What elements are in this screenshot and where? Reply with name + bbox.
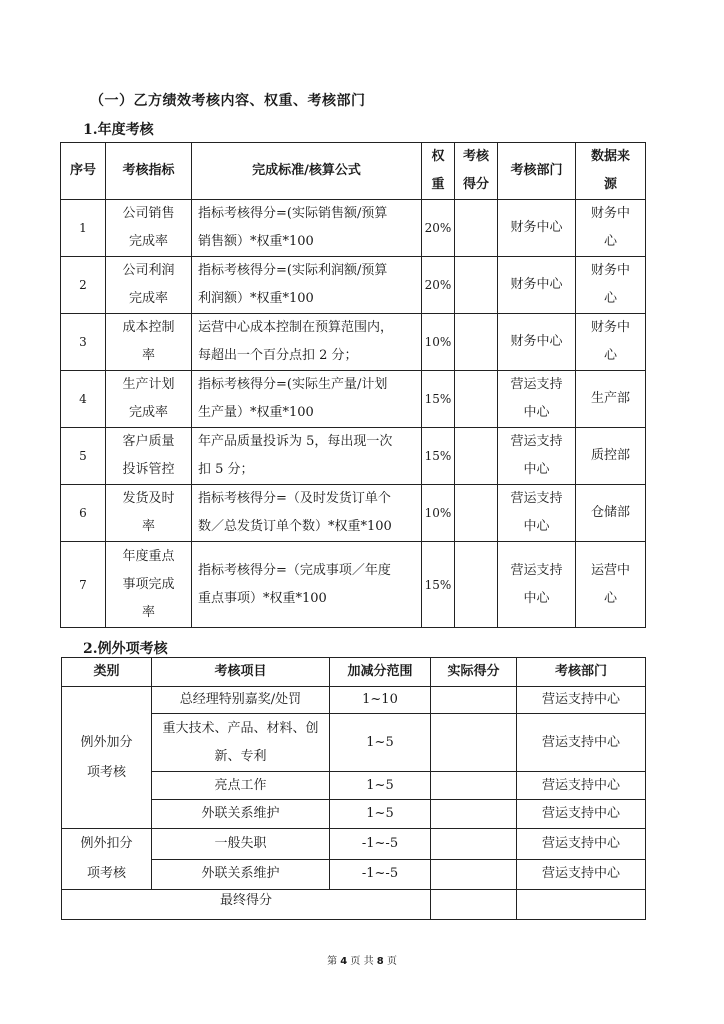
section-title: （一）乙方绩效考核内容、权重、考核部门 — [90, 93, 366, 109]
table-row — [62, 687, 646, 714]
header-score — [455, 143, 498, 200]
row-dept: 营运支持中心 — [517, 687, 646, 714]
table-row — [61, 428, 646, 485]
indicator-line: 生产计划 — [122, 377, 175, 392]
indicator-line: 公司销售 — [122, 206, 175, 221]
row-score — [455, 314, 498, 371]
table-row — [61, 542, 646, 628]
header-actual: 实际得分 — [431, 658, 517, 687]
row-source: 质控部 — [576, 428, 646, 485]
annual-assessment-table — [60, 142, 646, 628]
row-idx: 2 — [61, 257, 106, 314]
row-standard — [192, 257, 422, 314]
indicator-line: 率 — [141, 604, 155, 620]
row-idx: 1 — [61, 200, 106, 257]
category-line: 项考核 — [86, 764, 126, 780]
row-range: 1~5 — [330, 772, 431, 800]
row-dept: 财务中心 — [498, 200, 576, 257]
row-range: -1~-5 — [330, 859, 431, 890]
table-row — [61, 314, 646, 371]
table-row — [62, 829, 646, 860]
dept-line: 营运支持 — [510, 491, 563, 506]
item-line: 新、专利 — [214, 748, 267, 764]
row-range: 1~5 — [330, 714, 431, 772]
row-source — [576, 542, 646, 628]
table-row — [61, 257, 646, 314]
row-indicator — [106, 314, 192, 371]
row-standard — [192, 371, 422, 428]
standard-line: 指标考核得分=（及时发货订单个 — [198, 491, 391, 506]
row-source — [576, 257, 646, 314]
footer-text: 页 — [386, 956, 397, 967]
standard-line: 利润额）*权重*100 — [198, 291, 314, 306]
source-line: 心 — [603, 234, 617, 249]
table-row — [61, 485, 646, 542]
indicator-line: 事项完成 — [122, 576, 175, 592]
row-item: 外联关系维护 — [152, 800, 330, 829]
current-page-number: 4 — [340, 956, 348, 967]
standard-line: 运营中心成本控制在预算范围内， — [198, 320, 394, 335]
indicator-line: 成本控制 — [122, 320, 175, 335]
header-idx: 序号 — [61, 143, 106, 200]
row-idx: 5 — [61, 428, 106, 485]
row-weight: 10% — [422, 314, 455, 371]
header-source — [576, 143, 646, 200]
row-weight: 10% — [422, 485, 455, 542]
indicator-line: 完成率 — [128, 234, 168, 249]
category-line: 例外扣分 — [80, 836, 133, 851]
row-actual — [431, 829, 517, 860]
row-dept — [498, 542, 576, 628]
standard-line: 指标考核得分=(实际生产量/计划 — [198, 377, 388, 392]
row-item: 一般失职 — [152, 829, 330, 860]
header-range: 加减分范围 — [330, 658, 431, 687]
header-weight-l2: 重 — [431, 177, 445, 192]
row-standard — [192, 314, 422, 371]
category-line: 项考核 — [86, 866, 126, 881]
header-source-l2: 源 — [603, 177, 617, 192]
header-weight — [422, 143, 455, 200]
row-source — [576, 200, 646, 257]
source-line: 心 — [603, 590, 617, 606]
row-idx: 4 — [61, 371, 106, 428]
source-line: 财务中 — [590, 263, 630, 278]
row-dept: 财务中心 — [498, 257, 576, 314]
row-standard — [192, 200, 422, 257]
indicator-line: 率 — [141, 519, 155, 534]
header-item: 考核项目 — [152, 658, 330, 687]
category-line: 例外加分 — [80, 734, 133, 750]
annual-heading: 1.年度考核 — [83, 122, 154, 138]
header-category: 类别 — [62, 658, 152, 687]
row-indicator — [106, 485, 192, 542]
indicator-line: 客户质量 — [122, 434, 175, 449]
row-indicator — [106, 257, 192, 314]
row-dept: 营运支持中心 — [517, 829, 646, 860]
standard-line: 指标考核得分=（完成事项／年度 — [198, 562, 391, 578]
source-line: 运营中 — [590, 562, 630, 578]
header-source-l1: 数据来 — [590, 149, 630, 164]
add-category-cell — [62, 687, 152, 829]
exception-assessment-table — [61, 657, 646, 920]
final-label-text: 最终得分 — [219, 893, 272, 908]
row-source: 仓储部 — [576, 485, 646, 542]
row-standard — [192, 542, 422, 628]
final-score-label — [62, 890, 431, 920]
row-idx: 3 — [61, 314, 106, 371]
row-dept — [498, 428, 576, 485]
row-source — [576, 314, 646, 371]
row-score — [455, 200, 498, 257]
row-score — [455, 542, 498, 628]
row-standard — [192, 428, 422, 485]
header-dept: 考核部门 — [498, 143, 576, 200]
dept-line: 中心 — [523, 519, 550, 534]
row-dept: 营运支持中心 — [517, 714, 646, 772]
row-indicator — [106, 371, 192, 428]
header-indicator: 考核指标 — [106, 143, 192, 200]
row-item — [152, 714, 330, 772]
row-actual — [431, 800, 517, 829]
header-dept: 考核部门 — [517, 658, 646, 687]
source-line: 财务中 — [590, 320, 630, 335]
row-standard — [192, 485, 422, 542]
standard-line: 销售额）*权重*100 — [198, 234, 314, 249]
indicator-line: 投诉管控 — [122, 462, 175, 477]
row-item: 外联关系维护 — [152, 859, 330, 890]
row-weight: 20% — [422, 200, 455, 257]
row-dept: 营运支持中心 — [517, 772, 646, 800]
row-weight: 20% — [422, 257, 455, 314]
item-line: 重大技术、产品、材料、创 — [162, 720, 319, 736]
footer-text: 第 — [327, 956, 338, 967]
row-score — [455, 485, 498, 542]
dept-line: 营运支持 — [510, 434, 563, 449]
row-dept: 营运支持中心 — [517, 800, 646, 829]
table-header-row — [61, 143, 646, 200]
source-line: 心 — [603, 348, 617, 363]
indicator-line: 发货及时 — [122, 491, 175, 506]
standard-line: 每超出一个百分点扣 2 分； — [198, 348, 358, 363]
row-weight: 15% — [422, 542, 455, 628]
row-item: 亮点工作 — [152, 772, 330, 800]
row-source: 生产部 — [576, 371, 646, 428]
exception-heading: 2.例外项考核 — [83, 641, 168, 657]
page-footer — [0, 952, 724, 967]
row-indicator — [106, 200, 192, 257]
standard-line: 数／总发货订单个数）*权重*100 — [198, 519, 392, 534]
header-weight-l1: 权 — [431, 149, 445, 164]
dept-line: 营运支持 — [510, 377, 563, 392]
source-line: 心 — [603, 291, 617, 306]
header-score-l1: 考核 — [462, 149, 489, 164]
standard-line: 年产品质量投诉为 5，每出现一次 — [198, 434, 393, 449]
row-dept: 营运支持中心 — [517, 859, 646, 890]
dept-line: 中心 — [523, 462, 550, 477]
row-weight: 15% — [422, 371, 455, 428]
row-dept — [498, 371, 576, 428]
row-actual — [431, 687, 517, 714]
table-header-row — [62, 658, 646, 687]
row-dept — [498, 485, 576, 542]
standard-line: 生产量）*权重*100 — [198, 405, 314, 420]
row-range: 1~5 — [330, 800, 431, 829]
row-actual — [431, 772, 517, 800]
table-row — [61, 371, 646, 428]
final-actual — [431, 890, 517, 920]
final-dept — [517, 890, 646, 920]
row-range: 1~10 — [330, 687, 431, 714]
row-idx: 7 — [61, 542, 106, 628]
dept-line: 中心 — [523, 590, 550, 606]
table-row — [61, 200, 646, 257]
standard-line: 指标考核得分=(实际利润额/预算 — [198, 263, 388, 278]
standard-line: 指标考核得分=(实际销售额/预算 — [198, 206, 388, 221]
indicator-line: 年度重点 — [122, 548, 175, 564]
source-line: 财务中 — [590, 206, 630, 221]
row-indicator — [106, 542, 192, 628]
row-actual — [431, 859, 517, 890]
deduct-category-cell — [62, 829, 152, 890]
dept-line: 中心 — [523, 405, 550, 420]
header-standard: 完成标准/核算公式 — [192, 143, 422, 200]
indicator-line: 完成率 — [128, 291, 168, 306]
row-indicator — [106, 428, 192, 485]
indicator-line: 率 — [141, 348, 155, 363]
total-page-number: 8 — [376, 956, 384, 967]
footer-text: 页 共 — [350, 956, 374, 967]
indicator-line: 完成率 — [128, 405, 168, 420]
dept-line: 营运支持 — [510, 562, 563, 578]
row-actual — [431, 714, 517, 772]
final-score-row — [62, 890, 646, 920]
row-score — [455, 428, 498, 485]
row-score — [455, 371, 498, 428]
row-score — [455, 257, 498, 314]
row-range: -1~-5 — [330, 829, 431, 860]
indicator-line: 公司利润 — [122, 263, 175, 278]
row-item: 总经理特别嘉奖/处罚 — [152, 687, 330, 714]
row-weight: 15% — [422, 428, 455, 485]
standard-line: 重点事项）*权重*100 — [198, 590, 327, 606]
row-idx: 6 — [61, 485, 106, 542]
row-dept: 财务中心 — [498, 314, 576, 371]
standard-line: 扣 5 分； — [198, 462, 254, 477]
header-score-l2: 得分 — [462, 177, 489, 192]
